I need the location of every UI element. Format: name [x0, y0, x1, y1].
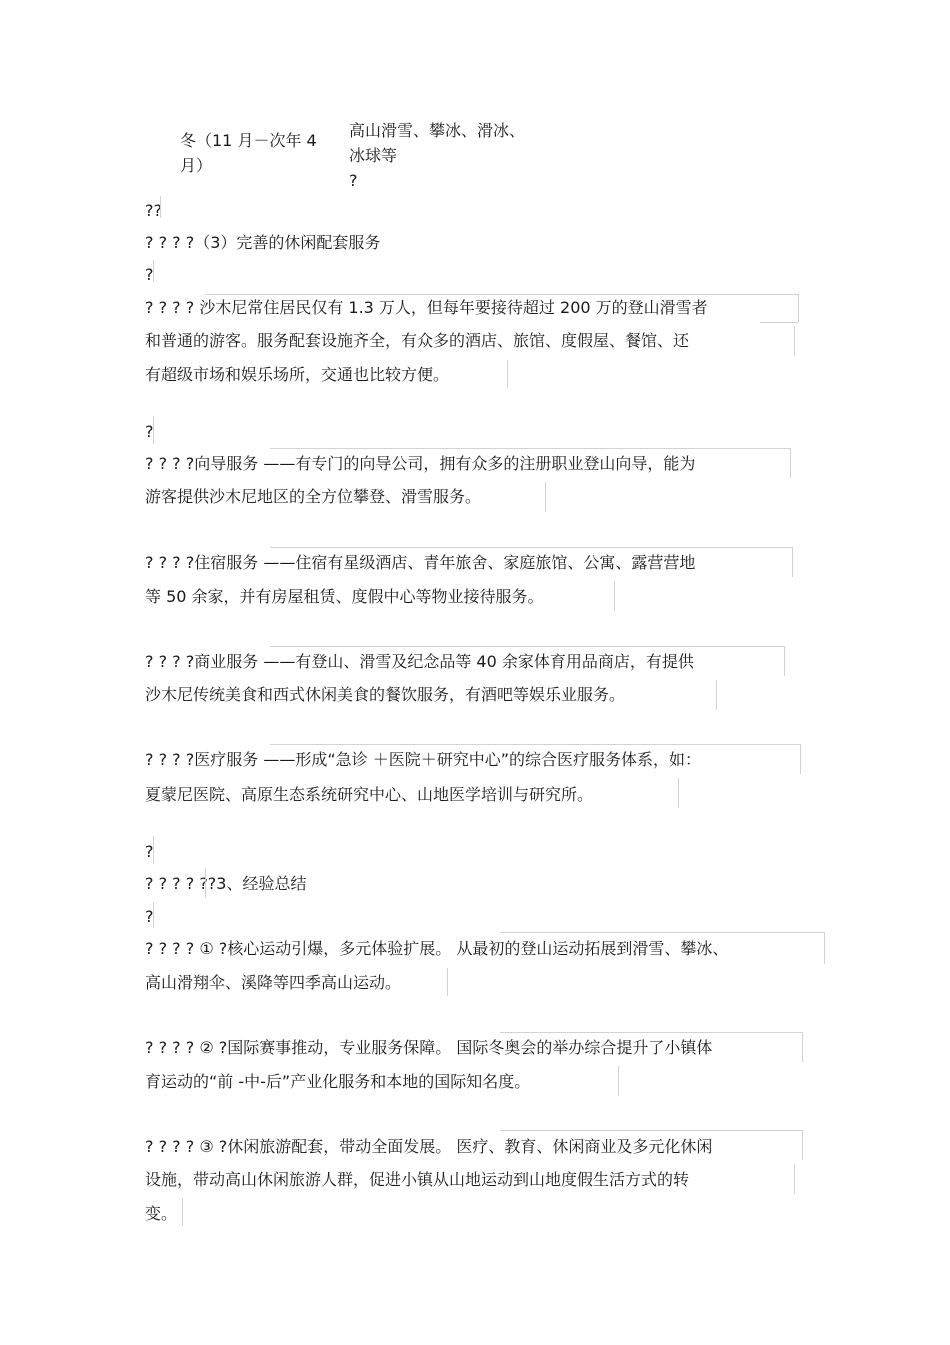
- box-border: [153, 902, 154, 928]
- paragraph-line: 夏蒙尼医院、高原生态系统研究中心、山地医学培训与研究所。: [145, 785, 594, 804]
- box-border: [205, 868, 206, 898]
- box-border: [153, 260, 154, 282]
- box-border: [790, 448, 791, 478]
- box-border: [507, 360, 508, 388]
- box-border: [784, 646, 785, 676]
- paragraph-line: 等 50 余家，并有房屋租赁、度假中心等物业接待服务。: [145, 587, 544, 606]
- paragraph-line: 育运动的“前 -中-后”产业化服务和本地的国际知名度。: [145, 1072, 531, 1091]
- paragraph-line: 游客提供沙木尼地区的全方位攀登、滑雪服务。: [145, 487, 482, 506]
- box-border: [270, 646, 784, 647]
- box-border: [618, 1066, 619, 1096]
- paragraph-line: ? ? ? ?向导服务 ——有专门的向导公司，拥有众多的注册职业登山向导，能为: [145, 454, 696, 473]
- paragraph-line: ? ? ? ?商业服务 ——有登山、滑雪及纪念品等 40 余家体育用品商店，有提供: [145, 652, 694, 671]
- activity-cell-mark: ?: [349, 171, 358, 190]
- box-border: [824, 932, 825, 964]
- blank-line: ?: [145, 907, 154, 926]
- box-border: [794, 326, 795, 356]
- blank-line: ?: [145, 422, 154, 441]
- box-border: [500, 932, 824, 933]
- season-cell-line2: 月）: [180, 156, 213, 175]
- paragraph-line: 设施，带动高山休闲旅游人群，促进小镇从山地运动到山地度假生活方式的转: [145, 1170, 690, 1189]
- paragraph-line: ? ? ? ? ③ ?休闲旅游配套，带动全面发展。 医疗、教育、休闲商业及多元化休闲: [145, 1137, 713, 1156]
- box-border: [792, 547, 793, 577]
- box-border: [270, 744, 800, 745]
- box-border: [270, 547, 792, 548]
- box-border: [153, 416, 154, 444]
- box-border: [205, 294, 798, 295]
- section-heading: ? ? ? ? ??3、经验总结: [145, 874, 307, 893]
- paragraph-line: ? ? ? ? 沙木尼常住居民仅有 1.3 万人，但每年要接待超过 200 万的登山滑雪者: [145, 298, 708, 317]
- paragraph-line: 高山滑翔伞、溪降等四季高山运动。: [145, 973, 402, 992]
- box-border: [500, 1032, 802, 1033]
- blank-line: ??: [145, 201, 162, 220]
- box-border: [802, 1032, 803, 1062]
- box-border: [447, 968, 448, 996]
- paragraph-line: 有超级市场和娱乐场所，交通也比较方便。: [145, 365, 450, 384]
- paragraph-line: 沙木尼传统美食和西式休闲美食的餐饮服务，有酒吧等娱乐业服务。: [145, 685, 626, 704]
- box-border: [794, 1164, 795, 1194]
- paragraph-line: ? ? ? ?住宿服务 ——住宿有星级酒店、青年旅舍、家庭旅馆、公寓、露营营地: [145, 553, 696, 572]
- box-border: [153, 836, 154, 864]
- paragraph-line: ? ? ? ?医疗服务 ——形成“急诊 ＋医院＋研究中心”的综合医疗服务体系，如：: [145, 750, 701, 769]
- box-border: [182, 1198, 183, 1226]
- section-heading: ? ? ? ?（3）完善的休闲配套服务: [145, 233, 381, 252]
- blank-line: ?: [145, 265, 154, 284]
- box-border: [800, 744, 801, 774]
- activity-cell-line2: 冰球等: [349, 146, 398, 165]
- box-border: [798, 294, 799, 322]
- box-border: [545, 482, 546, 512]
- box-border: [614, 581, 615, 611]
- activity-cell-line1: 高山滑雪、攀冰、滑冰、: [349, 121, 526, 140]
- paragraph-line: ? ? ? ? ② ?国际赛事推动，专业服务保障。 国际冬奥会的举办综合提升了小镇体: [145, 1038, 713, 1057]
- box-border: [160, 196, 161, 218]
- season-cell-line1: 冬（11 月－次年 4: [180, 131, 317, 150]
- box-border: [500, 1130, 802, 1131]
- box-border: [678, 778, 679, 808]
- box-border: [802, 1130, 803, 1160]
- box-border: [760, 322, 798, 323]
- box-border: [270, 448, 790, 449]
- box-border: [716, 680, 717, 710]
- paragraph-line: ? ? ? ? ① ?核心运动引爆，多元体验扩展。 从最初的登山运动拓展到滑雪、攀冰、: [145, 939, 729, 958]
- blank-line: ?: [145, 842, 154, 861]
- paragraph-line: 和普通的游客。服务配套设施齐全，有众多的酒店、旅馆、度假屋、餐馆、还: [145, 331, 690, 350]
- paragraph-line: 变。: [145, 1204, 178, 1223]
